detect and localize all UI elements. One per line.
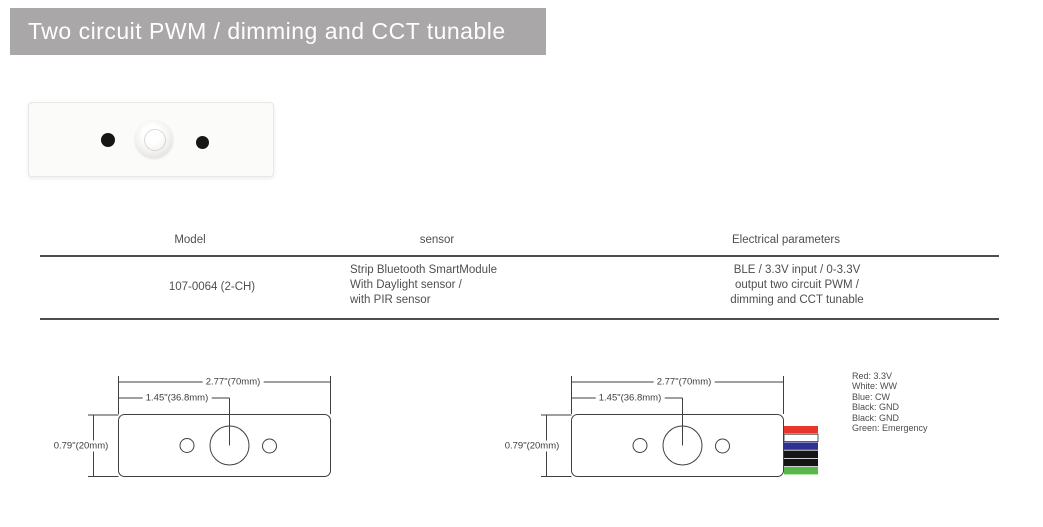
dim-height-label-right: 0.79"(20mm) bbox=[502, 441, 563, 452]
wire-bundle bbox=[784, 426, 818, 474]
cell-electrical-line: dimming and CCT tunable bbox=[730, 294, 864, 306]
dim-width-label-left: 2.77"(70mm) bbox=[203, 377, 264, 388]
column-header-sensor: sensor bbox=[419, 234, 455, 246]
wire-black-1 bbox=[784, 451, 818, 458]
drawing-module-right bbox=[541, 376, 784, 477]
drawing-module-left bbox=[88, 376, 331, 477]
cell-model: 107-0064 (2-CH) bbox=[168, 281, 256, 293]
wire-legend bbox=[852, 371, 928, 433]
legend-red: Red: 3.3V bbox=[852, 371, 893, 381]
cell-sensor-line: With Daylight sensor / bbox=[350, 279, 462, 291]
wire-green bbox=[784, 467, 818, 474]
legend-green: Green: Emergency bbox=[852, 423, 928, 434]
cell-electrical-line: BLE / 3.3V input / 0-3.3V bbox=[733, 264, 861, 276]
dim-offset-label-left: 1.45"(36.8mm) bbox=[143, 393, 212, 404]
column-header-electrical: Electrical parameters bbox=[731, 234, 841, 246]
column-header-model: Model bbox=[174, 234, 206, 246]
cell-sensor-line: Strip Bluetooth SmartModule bbox=[350, 264, 498, 276]
cell-electrical-line: output two circuit PWM / bbox=[735, 279, 859, 291]
dim-offset-label-right: 1.45"(36.8mm) bbox=[596, 393, 665, 404]
wire-white bbox=[784, 434, 818, 441]
wire-blue bbox=[784, 442, 818, 449]
legend-black-2: Black: GND bbox=[852, 412, 900, 423]
dim-height-label-left: 0.79"(20mm) bbox=[51, 441, 112, 452]
legend-blue: Blue: CW bbox=[852, 391, 891, 402]
wire-black-2 bbox=[784, 459, 818, 466]
legend-black-1: Black: GND bbox=[852, 402, 900, 413]
dim-width-label-right: 2.77"(70mm) bbox=[654, 377, 715, 388]
page-title: Two circuit PWM / dimming and CCT tunable bbox=[28, 18, 506, 44]
legend-white: White: WW bbox=[852, 381, 897, 392]
wire-red bbox=[784, 426, 818, 433]
cell-sensor-line: with PIR sensor bbox=[350, 294, 431, 306]
